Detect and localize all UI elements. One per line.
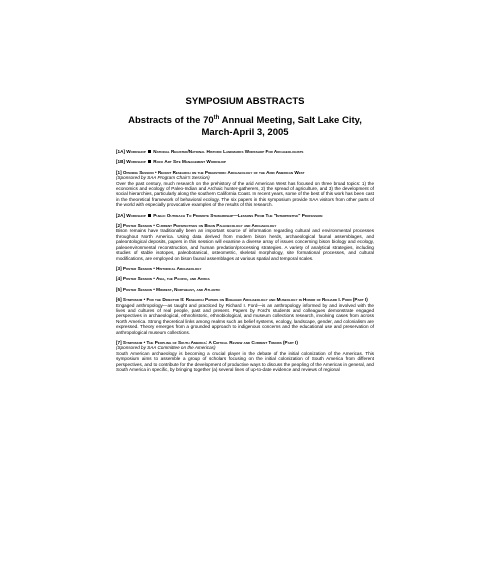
session-title: • The Peopling of South America: A Critical Review and Current Trends (Part I) [143,339,298,345]
abstract-body: Engaged anthropology—as taught and practiced by Richard I. Ford—is an anthropology informed by and involved with the lives and cultures of real people, past and present. Papers by Ford's students and colleagues demonstrate engaged perspectives in archaeological, ethnohistoric, ethnobiological, and museum collections research, involving cases from across North America. Strong theoretical links among realms such as belief systems, ecology, landscape, gender, and colonialism are expressed. Theory emerges from a grounded approach to indigenous concerns and the educational use and preservation of anthropological museum collections. [116,302,374,335]
abstract-entry [116,297,374,335]
page-content [116,96,374,377]
session-title: • For the Director II: Research Papers on Engaged Archaeology and Museology in Honor of Richard I. Ford (Part I) [143,297,368,303]
session-code: [1A] Workshop [116,149,146,154]
document-title: SYMPOSIUM ABSTRACTS [185,96,305,107]
session-code: [7] Symposium [116,339,143,345]
session-code: [2A] Workshop [116,212,146,218]
square-bullet-icon [148,160,151,163]
session-code: [1B] Workshop [116,159,146,165]
abstract-entry [116,287,374,292]
abstract-entry [116,213,374,218]
subtitle-superscript: th [213,114,220,121]
session-title: Public Outreach To Promote Stewardship—Lessons From The "Interpretive" Profession [153,212,323,218]
abstract-heading [116,276,374,281]
subtitle-dates: March-April 3, 2005 [201,127,289,138]
document-subtitle [116,115,374,139]
session-title: • Asia, the Pacific, and Africa [153,276,210,282]
session-code: [2] Poster Session [116,223,152,229]
session-code: [3] Poster Session [116,265,152,271]
sponsor-line: (Sponsored by SAA Program Chair's Session) [116,175,210,181]
abstract-heading [116,297,374,302]
session-code: [6] Symposium [116,297,143,303]
abstract-body: Bison remains have traditionally been an important source of information regarding cultural and environmental processes throughout North America. Using data derived from modern bison herds, archaeological faunal assemblages, and paleontological deposits, papers in this session will examine a diverse array of issues concerning bison biology and ecology, paleoenvironmental reconstruction, and human predation/processing strategies. A variety of analytical strategies, including studies of stable isotopes, paleobotanical, osteometric, skeletal morphology, site formational processes, and cultural modifications, are employed on bison faunal assemblages at various spatial and temporal scales. [116,228,374,261]
abstract-entry [116,223,374,261]
abstract-heading [116,287,374,292]
session-title: • Recent Research on the Prehistoric Archaeology of the Arid American West [154,169,305,175]
abstract-body: Over the past century, much research on the prehistory of the arid American West has focused on three broad topics: 1) the economics and ecology of Paleo-Indian and Archaic hunter-gatherers, 2) the spread of agriculture, and 3) the development of social hierarchies, particularly along the southern California Coast. In recent years, some of the best of this work has been cast in the theoretical framework of behavioral ecology. The six papers in this symposium provide SAA visitors from other parts of the world with especially provocative examples of the results of this research. [116,180,374,208]
abstract-entry [116,149,374,154]
abstract-entry [116,159,374,164]
session-code: [5] Poster Session [116,286,152,292]
session-title: • Historical Archaeology [153,265,202,271]
session-code: [1] Opening Session [116,169,154,175]
abstract-heading [116,149,374,154]
abstract-entry [116,276,374,281]
session-code: [4] Poster Session [116,276,152,282]
abstract-body: South American archaeology is becoming a crucial player in the debate of the initial colonization of the Americas. This symposium aims to assemble a group of scholars focusing on the initial colonization of South America from different perspectives, and to contribute for the development of productive ways to discuss the peopling of the Americas in general, and South America in specific, by bringing together (a) several lines of up-to-date evidence and reviews of regional [116,350,374,372]
session-title: Rock Art Site Management Workshop [153,159,226,165]
subtitle-text: Abstracts of the 70 [128,115,214,126]
sponsor-line: (Sponsored by SAA Committee on the Americas) [116,345,216,351]
abstract-heading [116,266,374,271]
session-title: • Midwest, Northeast, and Atlantic [153,286,221,292]
abstract-entry [116,340,374,372]
abstract-entry [116,170,374,208]
square-bullet-icon [148,214,151,217]
abstract-entry [116,266,374,271]
session-title: National Register/National Historic Landmarks Workshop For Archaeologists [153,149,304,154]
abstract-heading [116,159,374,164]
abstract-heading [116,213,374,218]
square-bullet-icon [148,150,151,153]
abstract-list [116,149,374,372]
session-title: • Current Perspectives on Bison Paleoecology and Archaeology [153,223,277,229]
subtitle-text-cont: Annual Meeting, Salt Lake City, [219,115,362,126]
